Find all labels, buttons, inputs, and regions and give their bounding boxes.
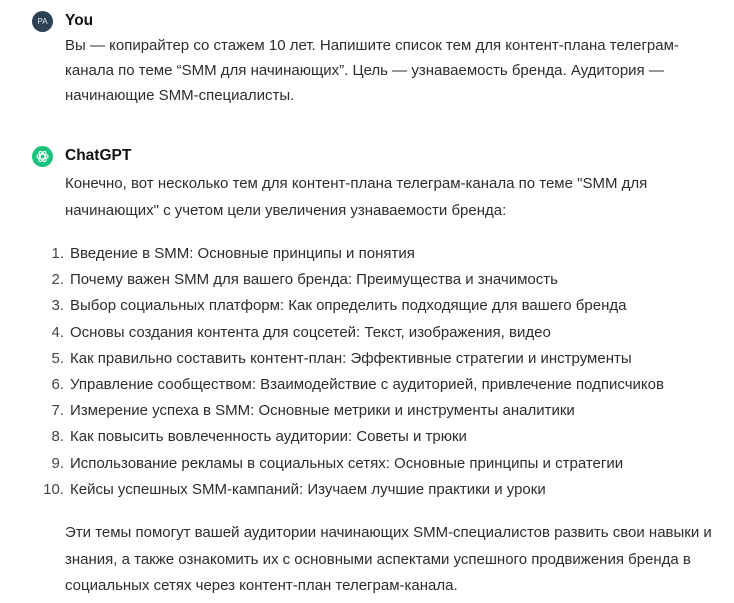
- assistant-intro: Конечно, вот несколько тем для контент-плана телеграм-канала по теме "SMM для начинающих" с учетом цели увеличения узнаваемости бренда:: [65, 175, 648, 219]
- list-item-text: Кейсы успешных SMM-кампаний: Изучаем лучшие практики и уроки: [70, 480, 546, 498]
- list-item-text: Выбор социальных платформ: Как определить подходящие для вашего бренда: [70, 297, 627, 315]
- list-item-number: 4.: [51, 323, 64, 341]
- assistant-outro: Эти темы помогут вашей аудитории начинающих SMM-специалистов развить свои навыки и знания, а также ознакомить их с основными аспектами успешного продвижения бренда в социальных сетях через контент-план телеграм-канала.: [65, 524, 712, 594]
- list-item-text: Введение в SMM: Основные принципы и понятия: [70, 245, 415, 262]
- list-item-text: Управление сообществом: Взаимодействие с аудиторией, привлечение подписчиков: [70, 375, 664, 393]
- list-item-text: Измерение успеха в SMM: Основные метрики и инструменты аналитики: [70, 402, 575, 420]
- list-item: [0, 372, 664, 398]
- user-avatar: PA: [32, 11, 53, 32]
- list-item: [0, 241, 664, 267]
- list-item-text: Как правильно составить контент-план: Эффективные стратегии и инструменты: [70, 349, 632, 367]
- list-item: [0, 398, 664, 424]
- user-name: You: [65, 12, 94, 29]
- list-item-number: 10.: [43, 480, 64, 498]
- list-item-text: Почему важен SMM для вашего бренда: Преимущества и значимость: [70, 271, 558, 289]
- list-item: [0, 293, 664, 319]
- list-item-number: 2.: [51, 271, 64, 289]
- chatgpt-logo-icon: [32, 146, 53, 167]
- list-item-text: Использование рекламы в социальных сетях: Основные принципы и стратегии: [70, 454, 624, 472]
- list-item-number: 7.: [51, 402, 64, 420]
- assistant-name: ChatGPT: [65, 147, 132, 164]
- list-item-number: 1.: [51, 245, 64, 262]
- list-item: [0, 477, 664, 503]
- list-item: [0, 267, 664, 293]
- list-item-number: 9.: [51, 454, 64, 472]
- list-item-number: 8.: [51, 428, 64, 446]
- list-item-number: 6.: [51, 375, 64, 393]
- list-item-number: 3.: [51, 297, 64, 315]
- topic-list: [0, 241, 664, 503]
- list-item-text: Основы создания контента для соцсетей: Текст, изображения, видео: [70, 323, 551, 341]
- list-item: [0, 346, 664, 372]
- list-item-number: 5.: [51, 349, 64, 367]
- list-item: [0, 320, 664, 346]
- list-item: [0, 451, 664, 477]
- list-item: [0, 424, 664, 450]
- user-message: Вы — копирайтер со стажем 10 лет. Напишите список тем для контент-плана телеграм-канала по теме “SMM для начинающих”. Цель — узнаваемость бренда. Аудитория — начинающие SMM-специалисты.: [65, 37, 679, 104]
- list-item-text: Как повысить вовлеченность аудитории: Советы и трюки: [70, 428, 467, 446]
